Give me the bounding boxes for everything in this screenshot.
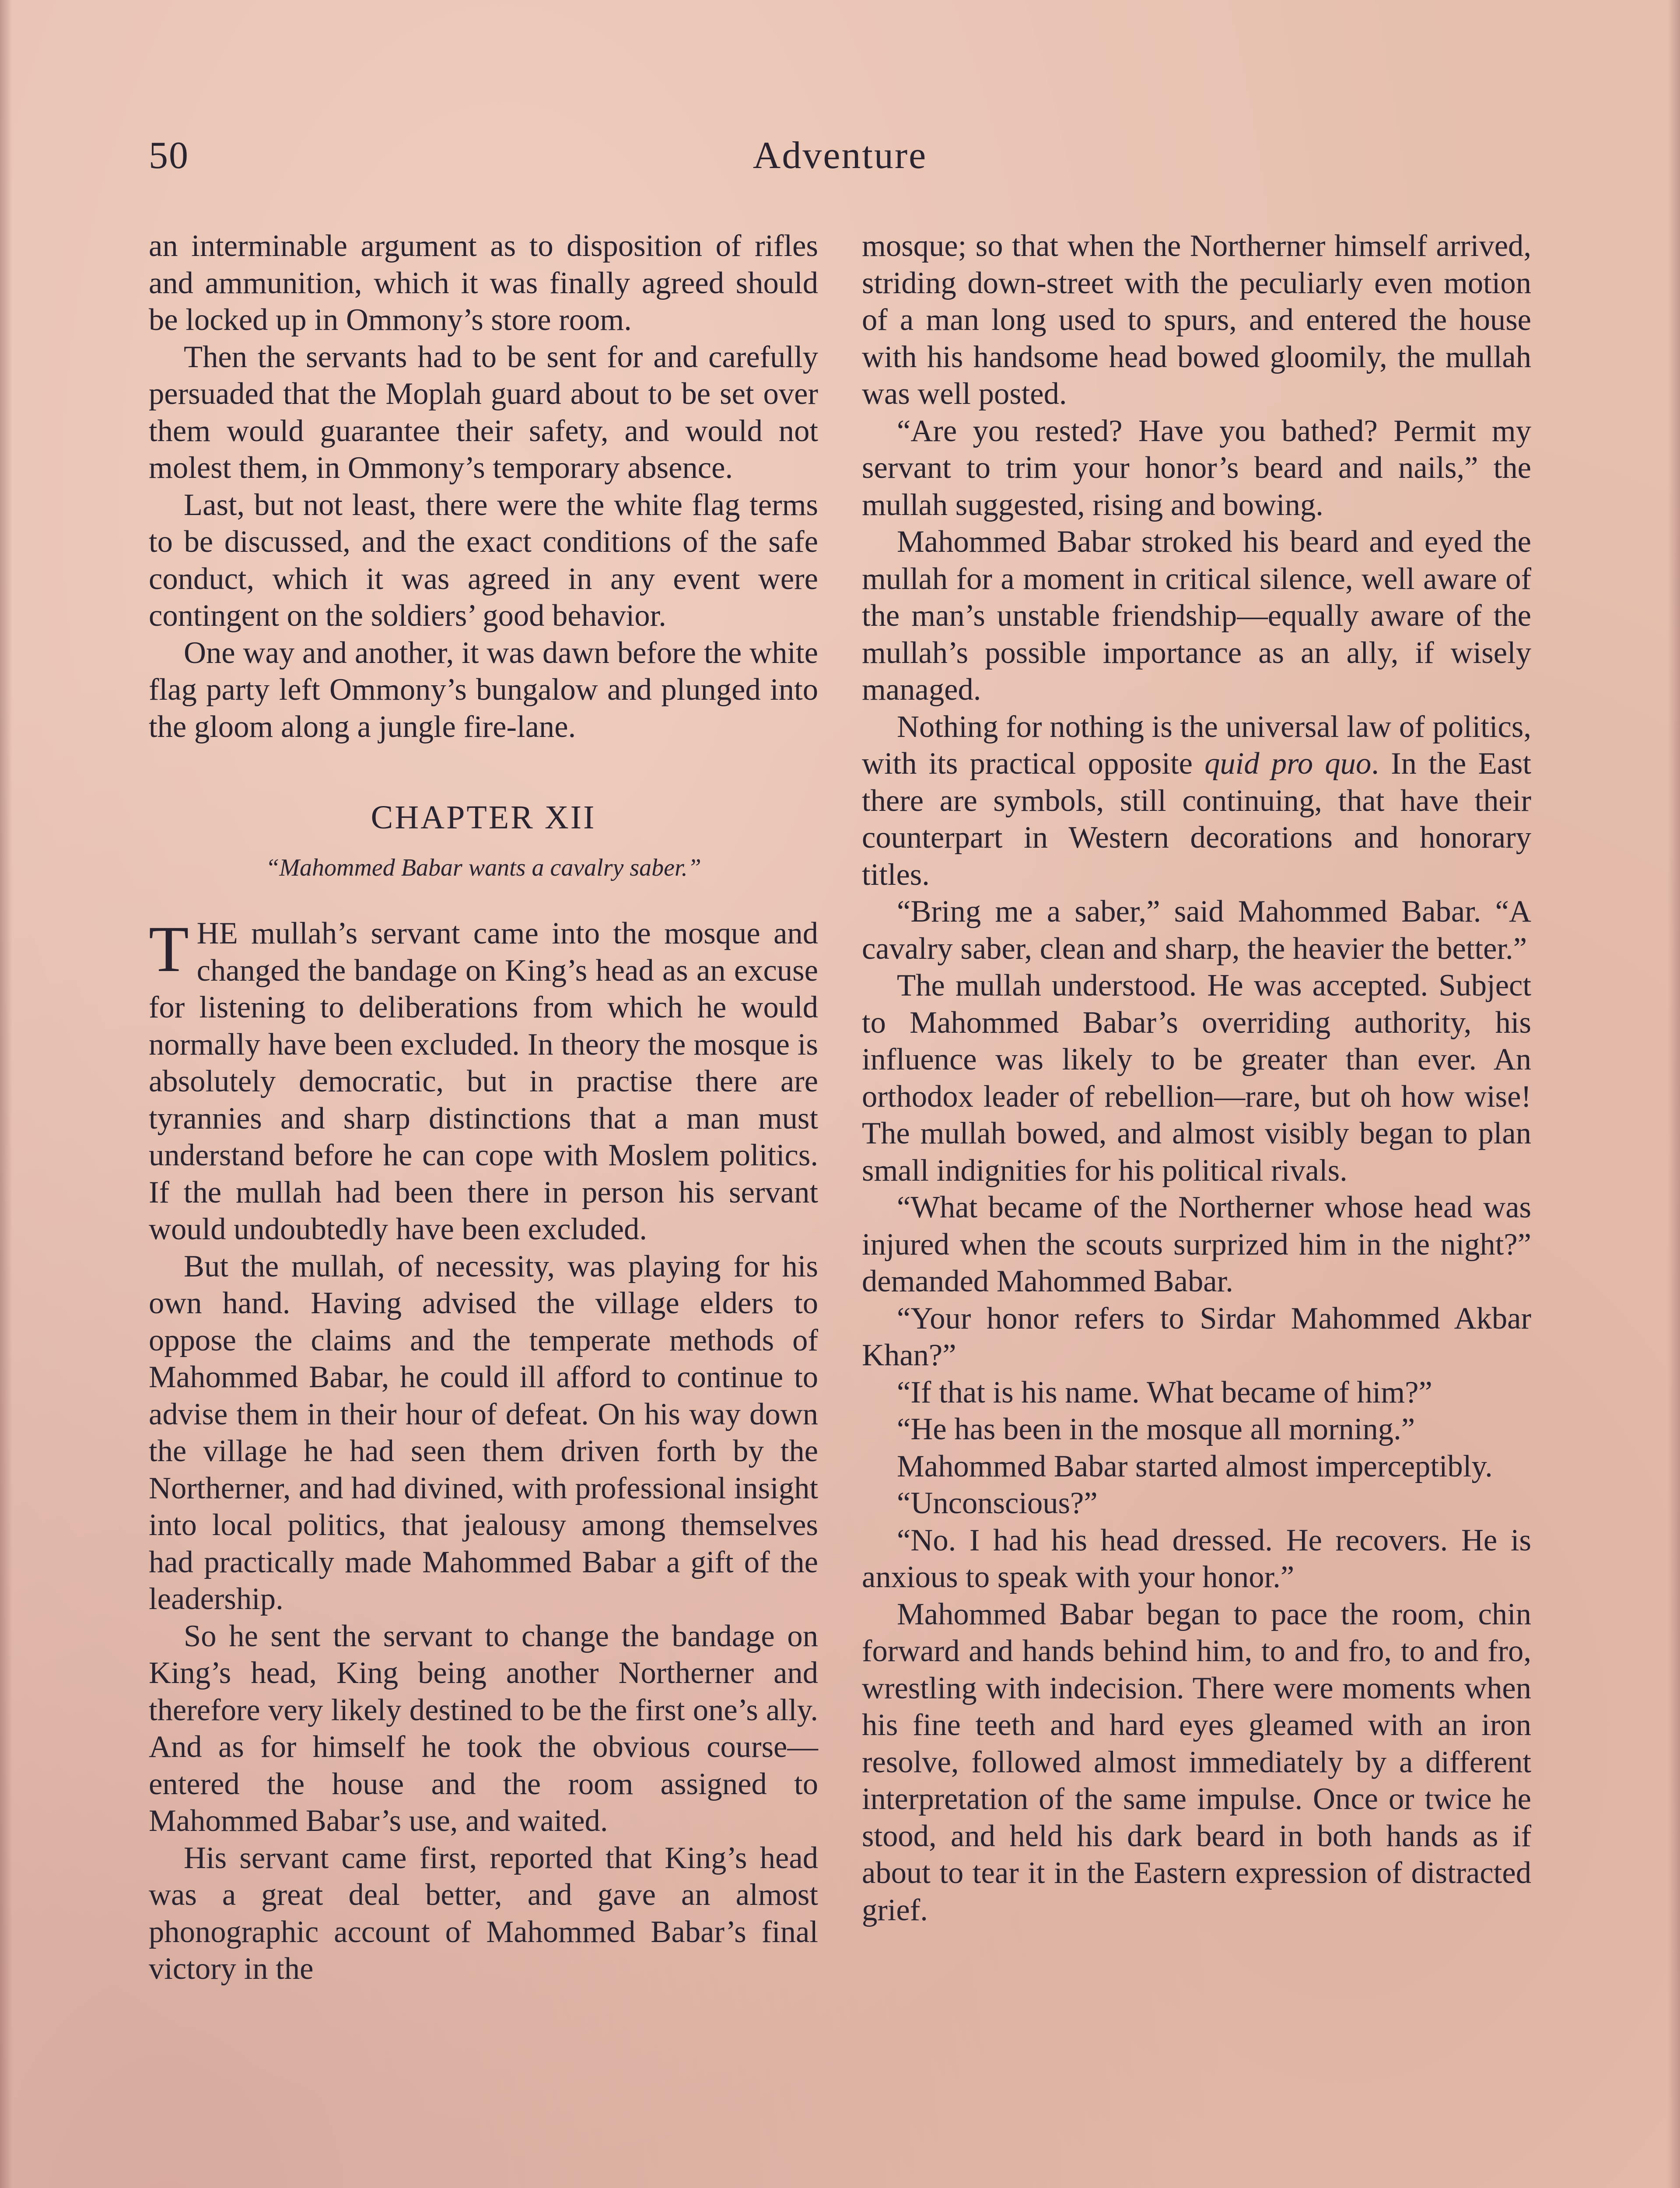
paragraph: “If that is his name. What became of him?” [897, 1375, 1432, 1410]
chapter-heading: CHAPTER XII [371, 799, 596, 836]
latin-phrase: quid pro quo [1204, 747, 1372, 781]
paragraph: The mullah understood. He was accepted. Subject to Mahommed Babar’s overriding authority, his influence was likely to be greater than ever. An orthodox leader of rebellion—rare, but oh how wise! The mullah bowed, and almost visibly began to plan small indignities for his political rivals. [862, 968, 1531, 1188]
paragraph: “What became of the Northerner whose head was injured when the scouts surprized him in the night?” demanded Mahommed Babar. [862, 1190, 1531, 1298]
opening-paragraph-text: HE mullah’s servant came into the mosque and changed the bandage on King’s head as an excuse for listening to deliberations from which he would normally have been excluded. In theory the mosque is absolutely democratic, but in practise there are tyrannies and sharp distinctions that a man must understand before he can cope with Moslem politics. If the mullah had been there in person his servant would undoubtedly have been excluded. [149, 916, 818, 1246]
paragraph: Mahommed Babar began to pace the room, chin forward and hands behind him, to and fro, to and fro, wrestling with indecision. There were moments when his fine teeth and hard eyes gleamed with an iron resolve, followed almost immediately by a different interpretation of the same impulse. Once or twice he stood, and held his dark beard in both hands as if about to tear it in the Eastern expression of distracted grief. [862, 1597, 1531, 1927]
paragraph: “Are you rested? Have you bathed? Permit my servant to trim your honor’s beard and nails,” the mullah suggested, rising and bowing. [862, 414, 1531, 522]
paragraph: So he sent the servant to change the bandage on King’s head, King being another Northerner and therefore very likely destined to be the first one’s ally. And as for himself he took the obvious course—entered the house and the room assigned to Mahommed Babar’s use, and waited. [149, 1619, 818, 1838]
paragraph: But the mullah, of necessity, was playing for his own hand. Having advised the village elders to oppose the claims and the temperate methods of Mahommed Babar, he could ill afford to continue to advise them in their hour of defeat. On his way down the village he had seen them driven forth by the Northerner, and had divined, with professional insight into local politics, that jealousy among themselves had practically made Mahommed Babar a gift of the leadership. [149, 1249, 818, 1616]
paragraph: Last, but not least, there were the white flag terms to be discussed, and the exact conditions of the safe conduct, which it was agreed in any event were contingent on the soldiers’ good behavior. [149, 487, 818, 633]
paragraph: “Your honor refers to Sirdar Mahommed Akbar Khan?” [862, 1301, 1531, 1372]
magazine-title: Adventure [752, 134, 928, 177]
right-column [862, 228, 1531, 1929]
drop-cap: T [149, 913, 189, 985]
page-edge-shadow-left [0, 0, 12, 2188]
paragraph: Mahommed Babar stroked his beard and eyed the mullah for a moment in critical silence, well aware of the man’s unstable friendship—equally aware of the mullah’s possible importance as an ally, if wisely managed. [862, 525, 1531, 707]
paragraph: Mahommed Babar started almost imperceptibly. [897, 1449, 1493, 1483]
left-column [149, 228, 818, 1988]
paragraph [862, 708, 1531, 894]
paragraph: “He has been in the mosque all morning.” [897, 1412, 1415, 1446]
paragraph: One way and another, it was dawn before the white flag party left Ommony’s bungalow and plunged into the gloom along a jungle fire-lane. [149, 635, 818, 744]
paragraph: an interminable argument as to disposition of rifles and ammunition, which it was finally agreed should be locked up in Ommony’s store room. [149, 229, 818, 337]
paragraph: mosque; so that when the Northerner himself arrived, striding down-street with the peculiarly even motion of a man long used to spurs, and entered the house with his handsome head bowed gloomily, the mullah was well posted. [862, 229, 1531, 411]
running-head [149, 133, 1531, 186]
page-number: 50 [149, 134, 189, 177]
chapter-epigraph: “Mahommed Babar wants a cavalry saber.” [266, 854, 701, 881]
paragraph-text: . In the East there are symbols, still continuing, that have their counterpart in Western decorations and honorary titles. [862, 747, 1532, 892]
paragraph: “No. I had his head dressed. He recovers. He is anxious to speak with your honor.” [862, 1523, 1531, 1594]
chapter-opening-paragraph [149, 915, 818, 1248]
paragraph: “Bring me a saber,” said Mahommed Babar. “A cavalry saber, clean and sharp, the heavier the better.” [862, 894, 1531, 966]
page-edge-shadow-right [1668, 0, 1680, 2188]
paragraph: Then the servants had to be sent for and carefully persuaded that the Moplah guard about to be set over them would guarantee their safety, and would not molest them, in Ommony’s temporary absence. [149, 340, 818, 485]
paragraph-text: Nothing for nothing is the universal law of politics, with its practical opposite [862, 709, 1531, 781]
paragraph: “Unconscious?” [897, 1486, 1098, 1520]
paragraph: His servant came first, reported that King’s head was a great deal better, and gave an almost phonographic account of Mahommed Babar’s final victory in the [149, 1841, 818, 1986]
